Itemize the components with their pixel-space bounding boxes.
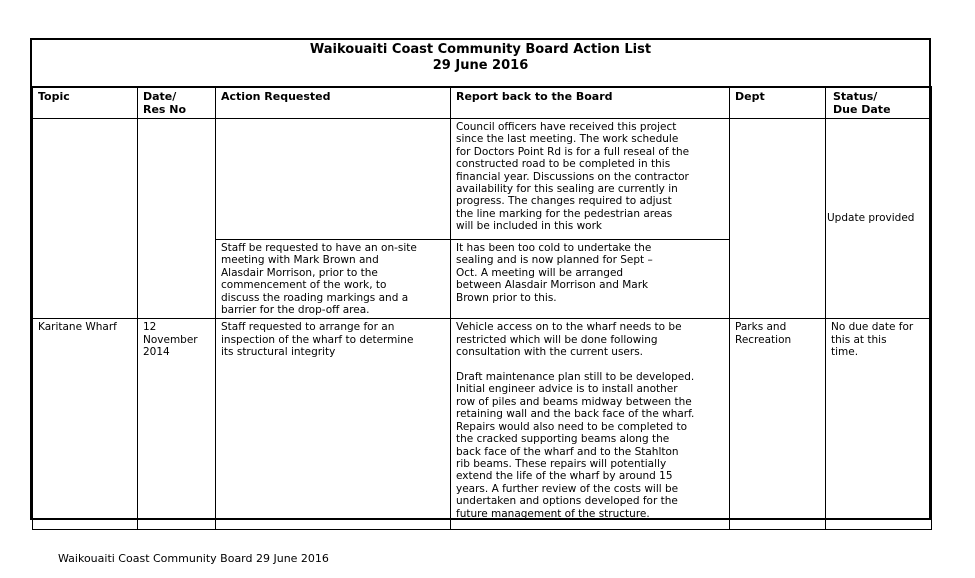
cell-date <box>138 119 216 319</box>
cell-status: Update provided <box>826 119 932 319</box>
table-header-row <box>33 87 932 119</box>
table-row <box>33 319 932 530</box>
cell-status: No due date for this at this time. <box>826 319 932 530</box>
header-dept: Dept <box>730 87 826 119</box>
cell-date: 12 November 2014 <box>138 319 216 530</box>
header-report: Report back to the Board <box>451 87 730 119</box>
header-action: Action Requested <box>216 87 451 119</box>
action-table <box>32 86 932 530</box>
cell-dept: Parks and Recreation <box>730 319 826 530</box>
cell-report: Council officers have received this project since the last meeting. The work schedule for Doctors Point Rd is for a full reseal of the constructed road to be completed in this financial year. Discussions on the contractor availability for this sealing are currently in progress. The changes required to adjust the line marking for the pedestrian areas will be included in this work <box>451 119 730 240</box>
document-title <box>32 40 929 86</box>
cell-topic: Karitane Wharf <box>33 319 138 530</box>
cell-action <box>216 119 451 240</box>
cell-action: Staff be requested to have an on-site meeting with Mark Brown and Alasdair Morrison, prior to the commencement of the work, to discuss the roading markings and a barrier for the drop-off area. <box>216 240 451 319</box>
cell-action: Staff requested to arrange for an inspection of the wharf to determine its structural integrity <box>216 319 451 530</box>
header-topic: Topic <box>33 87 138 119</box>
cell-dept <box>730 119 826 319</box>
cell-report: Vehicle access on to the wharf needs to be restricted which will be done following consultation with the current users. Draft maintenance plan still to be developed. Initial engineer advice is to install another row of piles and beams midway between the retaining wall and the back face of the wharf. Repairs would also need to be completed to the cracked supporting beams along the back face of the wharf and to the Stahlton rib beams. These repairs will potentially extend the life of the wharf by around 15 years. A further review of the costs will be undertaken and options developed for the future management of the structure. <box>451 319 730 530</box>
table-row <box>33 119 932 240</box>
title-line-1: Waikouaiti Coast Community Board Action List <box>309 42 652 57</box>
page-footer: Waikouaiti Coast Community Board 29 June 2016 <box>58 552 329 565</box>
cell-report: It has been too cold to undertake the sealing and is now planned for Sept – Oct. A meeting will be arranged between Alasdair Morrison and Mark Brown prior to this. <box>451 240 730 319</box>
header-date: Date/ Res No <box>138 87 216 119</box>
action-list-document <box>30 38 931 520</box>
title-line-2: 29 June 2016 <box>432 58 529 73</box>
cell-topic <box>33 119 138 319</box>
header-status: Status/ Due Date <box>826 87 932 119</box>
